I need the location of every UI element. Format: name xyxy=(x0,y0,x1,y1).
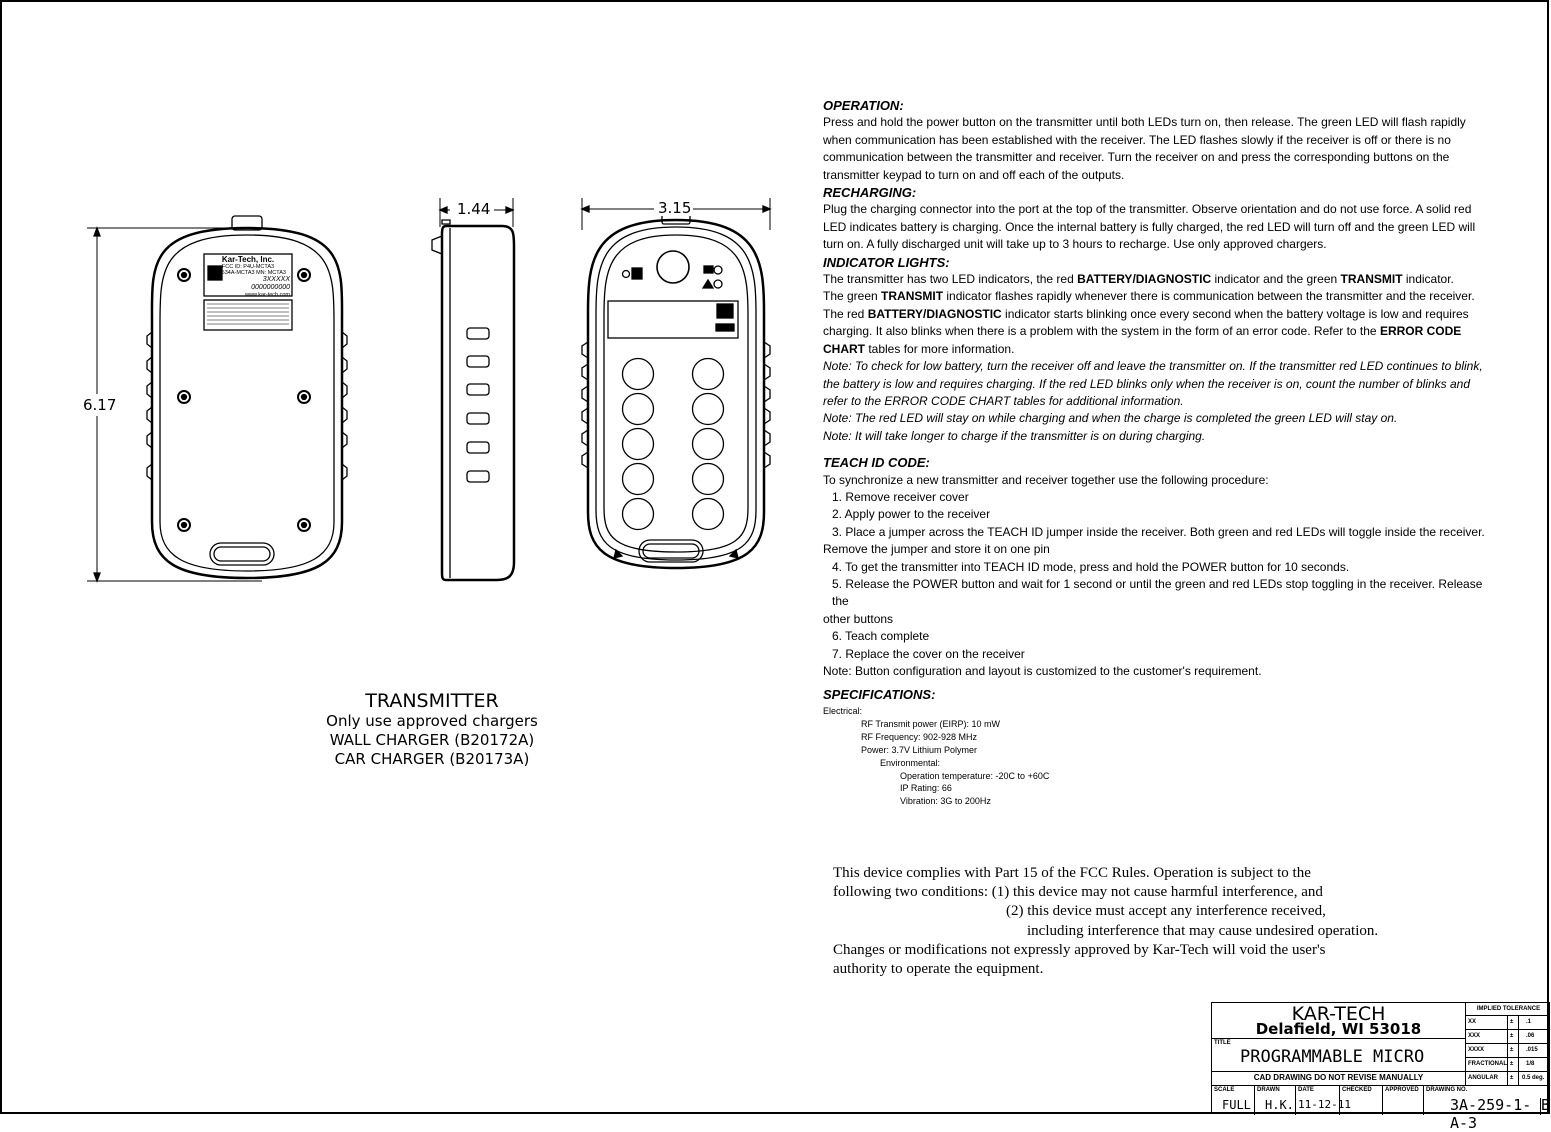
drawn-value: H.K. xyxy=(1265,1098,1294,1112)
operation-heading: OPERATION: xyxy=(823,98,904,113)
tol-label: FRACTIONAL xyxy=(1468,1061,1507,1067)
text-run: tables for more information. xyxy=(865,341,1015,356)
spec-electrical: Electrical: xyxy=(823,706,863,716)
scale-label: SCALE xyxy=(1214,1087,1235,1093)
teach-step: 6. Teach complete xyxy=(832,629,930,644)
scale-value: FULL xyxy=(1222,1098,1251,1112)
tol-value: 0.5 deg. xyxy=(1522,1075,1545,1081)
tol-value: .06 xyxy=(1526,1033,1535,1039)
fcc-line: including interference that may cause undesired operation. xyxy=(1027,922,1379,939)
teach-step: 7. Replace the cover on the receiver xyxy=(832,646,1025,661)
title-label: TITLE xyxy=(1214,1040,1231,1046)
specs-heading: SPECIFICATIONS: xyxy=(823,687,936,702)
spec-ip-rating: IP Rating: 66 xyxy=(900,783,952,794)
fcc-line: Changes or modifications not expressly approved by Kar-Tech will void the user's xyxy=(833,941,1326,958)
text-run: indicator flashes rapidly whenever there is communication between the transmitter and the receiver. xyxy=(943,289,1475,304)
back-label-serial: 3XXXXX xyxy=(262,276,290,284)
tol-value: .015 xyxy=(1526,1047,1538,1053)
spec-vibration: Vibration: 3G to 200Hz xyxy=(900,796,991,807)
teach-step: 1. Remove receiver cover xyxy=(832,489,969,504)
fcc-line: authority to operate the equipment. xyxy=(833,961,1044,978)
drawing-number: 3A-259-1-A-3 xyxy=(1450,1096,1532,1132)
text-run: TRANSMIT xyxy=(881,289,944,304)
implied-tolerance-label: IMPLIED TOLERANCE xyxy=(1476,1006,1541,1012)
date-label: DATE xyxy=(1298,1087,1314,1093)
front-view xyxy=(582,198,770,568)
height-dimension: 6.17 xyxy=(83,396,117,414)
tol-sign: ± xyxy=(1510,1061,1514,1067)
front-width-dimension: 3.15 xyxy=(658,199,692,217)
text-run: The red xyxy=(823,306,868,321)
car-charger: CAR CHARGER (B20173A) xyxy=(334,750,530,768)
drawing-number-label: DRAWING NO. xyxy=(1426,1087,1468,1093)
drawing-title: PROGRAMMABLE MICRO xyxy=(1240,1047,1425,1067)
teach-step: 4. To get the transmitter into TEACH ID mode, press and hold the POWER button for 10 seconds. xyxy=(832,559,1350,574)
checked-label: CHECKED xyxy=(1342,1087,1372,1093)
tol-sign: ± xyxy=(1510,1033,1514,1039)
tol-label: ANGULAR xyxy=(1468,1075,1498,1081)
title-block xyxy=(1211,1002,1551,1132)
tol-sign: ± xyxy=(1510,1047,1514,1053)
text-run: ERROR CODE CHART xyxy=(823,324,1462,356)
indicator-note-3: Note: It will take longer to charge if the transmitter is on during charging. xyxy=(823,428,1206,443)
back-label-ic: IC: 4534A-MCTA3 MN: MCTA3 xyxy=(210,270,286,277)
teach-intro: To synchronize a new transmitter and receiver together use the following procedure: xyxy=(823,472,1269,487)
specifications xyxy=(823,705,1049,808)
indicator-paragraph-3 xyxy=(823,306,1488,358)
tol-value: 1/8 xyxy=(1526,1061,1535,1067)
teach-step: 2. Apply power to the receiver xyxy=(832,507,991,522)
teach-heading: TEACH ID CODE: xyxy=(823,455,930,471)
tol-sign: ± xyxy=(1510,1075,1514,1081)
recharging-heading: RECHARGING: xyxy=(823,185,917,201)
indicator-note-1: Note: To check for low battery, turn the receiver off and leave the transmitter on. If the transmitter red LED continues to blink, the battery is low and requires charging. If the red LED blinks only when the receiver is on, count the number of blinks and refer to the ERROR CODE CHART tables for additional information. xyxy=(823,359,1483,408)
text-run: The green xyxy=(823,289,882,304)
fcc-line: following two conditions: (1) this device may not cause harmful interference, and xyxy=(833,884,1323,901)
text-run: indicator. xyxy=(1402,272,1454,287)
wall-charger: WALL CHARGER (B20172A) xyxy=(329,731,535,749)
teach-step: 5. Release the POWER button and wait for 1 second or until the green and red LEDs stop toggling in the receiver. Release the xyxy=(832,576,1483,609)
fcc-statement xyxy=(833,864,1453,979)
side-view xyxy=(432,198,514,580)
drawn-label: DRAWN xyxy=(1257,1087,1280,1093)
charger-note: Only use approved chargers xyxy=(326,712,538,730)
indicator-paragraph-2 xyxy=(823,288,1488,305)
indicator-heading: INDICATOR LIGHTS: xyxy=(823,254,950,270)
company-address: Delafield, WI 53018 xyxy=(1255,1020,1422,1038)
transmitter-title: TRANSMITTER xyxy=(365,690,499,712)
date-value: 11-12-11 xyxy=(1298,1098,1351,1111)
side-width-dimension: 1.44 xyxy=(457,200,491,218)
back-label-number: 0000000000 xyxy=(251,284,290,292)
text-run: TRANSMIT xyxy=(1340,272,1403,287)
approved-label: APPROVED xyxy=(1385,1087,1419,1093)
text-run: The transmitter has two LED indicators, the red xyxy=(823,272,1078,287)
tol-value: .1 xyxy=(1526,1019,1532,1025)
text-run: indicator and the green xyxy=(1211,272,1341,287)
fcc-line: This device complies with Part 15 of the FCC Rules. Operation is subject to the xyxy=(833,865,1311,881)
back-label xyxy=(206,255,290,299)
indicator-paragraph-1 xyxy=(823,271,1488,288)
recharging-text: Plug the charging connector into the port at the top of the transmitter. Observe orientation and do not use force. A solid red LED indicates battery is charging. Once the internal battery is fully charged, the red LED will turn off and the green LED will turn on. A fully discharged unit will take up to 3 hours to recharge. Use only approved chargers. xyxy=(823,202,1476,252)
back-label-url: www.kar-tech.com xyxy=(245,292,290,299)
spec-op-temp: Operation temperature: -20C to +60C xyxy=(900,770,1050,781)
tol-sign: ± xyxy=(1510,1019,1514,1025)
tol-label: XXXX xyxy=(1468,1047,1485,1053)
back-label-company: Kar-Tech, Inc. xyxy=(221,255,275,264)
spec-environmental: Environmental: xyxy=(880,757,941,768)
teach-note: Note: Button configuration and layout is customized to the customer's requirement. xyxy=(823,664,1262,678)
tol-label: XX xyxy=(1468,1019,1477,1025)
spec-power: Power: 3.7V Lithium Polymer xyxy=(861,744,978,755)
teach-step: Remove the jumper and store it on one pin xyxy=(823,542,1050,557)
teach-step: other buttons xyxy=(823,611,894,626)
indicator-note-2: Note: The red LED will stay on while charging and when the charge is completed the green LED will stay on. xyxy=(823,411,1398,426)
tol-label: XXX xyxy=(1468,1033,1481,1039)
operation-text: Press and hold the power button on the transmitter until both LEDs turn on, then release. The green LED will flash rapidly when communication has been established with the receiver. The LED flashes slowly if the receiver is off or there is no communication between the transmitter and receiver. Turn the receiver on and press the corresponding buttons on the transmitter keypad to turn on and off each of the outputs. xyxy=(823,115,1466,182)
teach-step: 3. Place a jumper across the TEACH ID jumper inside the receiver. Both green and red LEDs will toggle inside the receiver. xyxy=(832,524,1485,539)
transmitter-caption xyxy=(292,691,572,769)
spec-rf-frequency: RF Frequency: 902-928 MHz xyxy=(861,731,978,742)
text-run: indicator starts blinking once every second when the battery voltage is low and requires charging. It also blinks when there is a problem with the system in the form of an error code. Refer to the xyxy=(823,306,1469,339)
spec-rf-power: RF Transmit power (EIRP): 10 mW xyxy=(861,718,1001,729)
revision: B xyxy=(1541,1096,1551,1114)
cad-note: CAD DRAWING DO NOT REVISE MANUALLY xyxy=(1253,1073,1424,1082)
text-run: BATTERY/DIAGNOSTIC xyxy=(1077,272,1212,287)
fcc-line: (2) this device must accept any interference received, xyxy=(1006,903,1326,920)
company-name: KAR-TECH xyxy=(1291,1003,1386,1025)
text-run: BATTERY/DIAGNOSTIC xyxy=(867,306,1002,321)
back-label-fcc: FCC ID: P4U-MCTA3 xyxy=(221,264,275,270)
instructions xyxy=(823,97,1488,680)
